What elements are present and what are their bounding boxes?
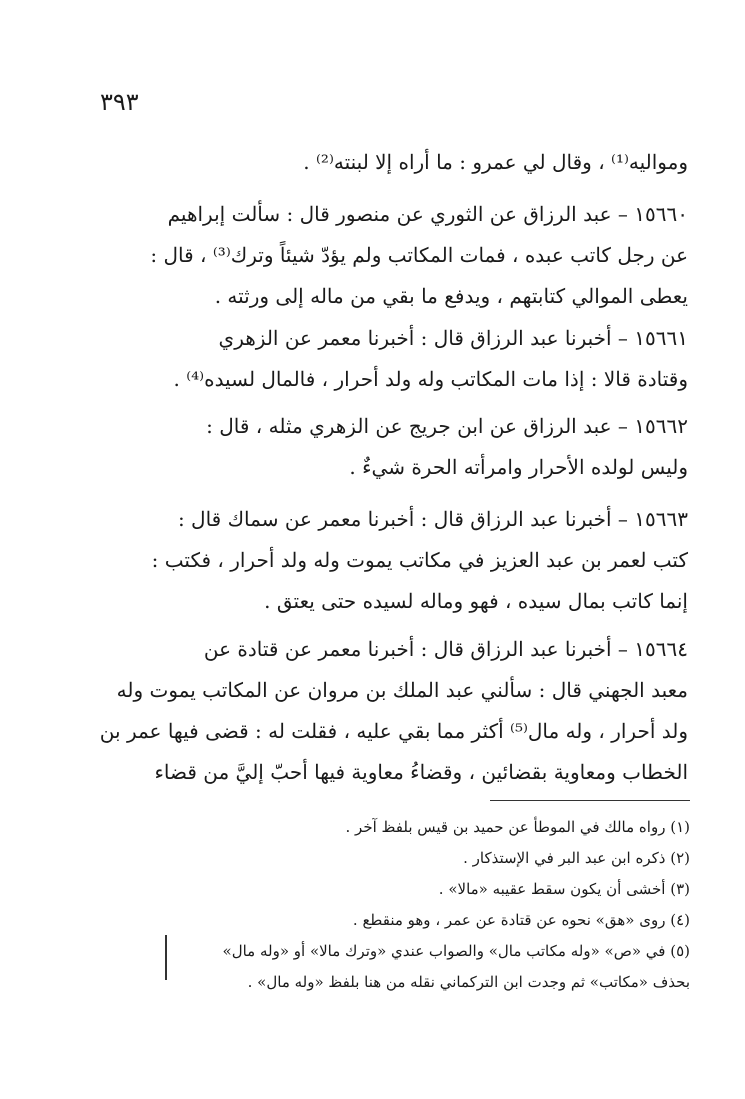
paragraph-15662: [100, 406, 688, 488]
footnote-5: (٥) في «ص» «وله مكاتب مال» والصواب عندي «وترك مالا» أو «وله مال»: [222, 942, 690, 960]
footnote-1: (١) رواه مالك في الموطأ عن حميد بن قيس بلفظ آخر .: [345, 818, 690, 836]
text-line: وقتادة قالا : إذا مات المكاتب وله ولد أحرار ، فالمال لسيده⁽⁴⁾ .: [173, 367, 688, 391]
paragraph-15661: [100, 318, 688, 400]
text-line: يعطى الموالي كتابتهم ، ويدفع ما بقي من ماله إلى ورثته .: [214, 284, 688, 308]
text-line: ١٥٦٦٠ – عبد الرزاق عن الثوري عن منصور قال : سألت إبراهيم: [167, 202, 688, 226]
text-line: وليس لولده الأحرار وامرأته الحرة شيءٌ .: [349, 455, 688, 479]
page-number: ٣٩٣: [100, 88, 139, 116]
text-line: إنما كاتب بمال سيده ، فهو وماله لسيده حتى يعتق .: [264, 589, 688, 613]
footnote-4: (٤) روى «هق» نحوه عن قتادة عن عمر ، وهو منقطع .: [352, 911, 690, 929]
footnote-2: (٢) ذكره ابن عبد البر في الإستذكار .: [463, 849, 690, 867]
footnotes: [160, 812, 690, 998]
text-line: عن رجل كاتب عبده ، فمات المكاتب ولم يؤدّ شيئاً وترك⁽³⁾ ، قال :: [150, 243, 688, 267]
paragraph-15660: [100, 194, 688, 317]
text-line: الخطاب ومعاوية بقضائين ، وقضاءُ معاوية فيها أحبّ إليَّ من قضاء: [154, 760, 688, 784]
footnote-separator: [490, 800, 690, 801]
text-line: ولد أحرار ، وله مال⁽⁵⁾ أكثر مما بقي عليه ، فقلت له : قضى فيها عمر بن: [99, 719, 688, 743]
text-line: ١٥٦٦٢ – عبد الرزاق عن ابن جريج عن الزهري مثله ، قال :: [206, 414, 688, 438]
footnote-5-continued: بحذف «مكاتب» ثم وجدت ابن التركماني نقله من هنا بلفظ «وله مال» .: [247, 973, 690, 991]
paragraph-continuation: [100, 142, 688, 183]
text-line: ١٥٦٦١ – أخبرنا عبد الرزاق قال : أخبرنا معمر عن الزهري: [218, 326, 688, 350]
text-line: كتب لعمر بن عبد العزيز في مكاتب يموت وله ولد أحرار ، فكتب :: [151, 548, 688, 572]
margin-bar: [165, 935, 167, 980]
paragraph-15664: [100, 629, 688, 793]
text-line: ومواليه⁽¹⁾ ، وقال لي عمرو : ما أراه إلا لبنته⁽²⁾ .: [303, 150, 688, 174]
paragraph-15663: [100, 499, 688, 622]
text-line: معبد الجهني قال : سألني عبد الملك بن مروان عن المكاتب يموت وله: [116, 678, 688, 702]
text-line: ١٥٦٦٣ – أخبرنا عبد الرزاق قال : أخبرنا معمر عن سماك قال :: [177, 507, 688, 531]
footnote-3: (٣) أخشى أن يكون سقط عقيبه «مالا» .: [438, 880, 690, 898]
text-line: ١٥٦٦٤ – أخبرنا عبد الرزاق قال : أخبرنا معمر عن قتادة عن: [203, 637, 688, 661]
